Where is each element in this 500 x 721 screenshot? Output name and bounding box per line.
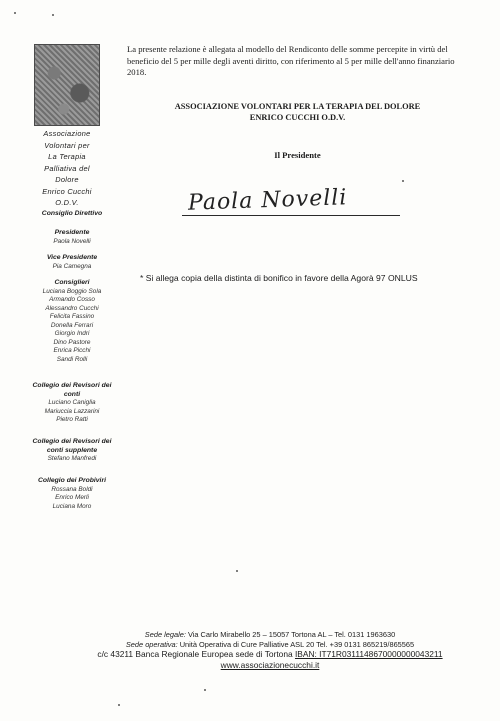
- member-name: Pia Camegna: [52, 262, 92, 270]
- member-name: Luciano Caniglia: [48, 399, 96, 406]
- operative-address: [60, 640, 480, 650]
- member-name: Enrico Merli: [55, 494, 89, 501]
- member-name: Alessandro Cucchi: [45, 304, 99, 312]
- handwritten-signature: Paola Novelli: [187, 185, 348, 216]
- probiviri-block: [28, 477, 116, 511]
- revisori-supplente-block: [28, 438, 116, 464]
- member-name: Donella Ferrari: [50, 321, 94, 329]
- member-name: Mariuccia Lazzarini: [44, 407, 100, 415]
- member-name: Dino Pastore: [53, 338, 91, 346]
- member-name: Armando Cosso: [49, 296, 95, 303]
- bank-account: c/c 43211 Banca Regionale Europea sede di Tortona: [97, 649, 293, 659]
- association-name-line: La Terapia: [48, 152, 86, 161]
- website-link[interactable]: www.associazionecucchi.it: [220, 660, 320, 670]
- section-title: Collegio dei Revisori dei conti supplente: [32, 438, 112, 454]
- member-name: Stefano Manfredi: [47, 455, 97, 462]
- section-title: Collegio dei Probiviri: [38, 477, 106, 484]
- operative-address-label: Sede operativa:: [125, 639, 178, 649]
- association-name-line: Palliativa del: [44, 163, 90, 173]
- member-name: Luciana Boggio Sola: [42, 287, 102, 295]
- association-logo: [34, 44, 100, 126]
- section-title: Consiglio Direttivo: [41, 210, 103, 217]
- member-name: Giorgio Indri: [54, 330, 90, 337]
- association-name-block: [28, 128, 106, 209]
- association-name-line: Associazione: [43, 129, 91, 138]
- section-title: Vice Presidente: [46, 254, 98, 261]
- revisori-block: [28, 382, 116, 425]
- consiglio-direttivo-heading: [28, 210, 116, 219]
- section-title: Consiglieri: [54, 279, 90, 286]
- association-header-line: ASSOCIAZIONE VOLONTARI PER LA TERAPIA DEL DOLORE: [174, 102, 421, 111]
- bank-iban: IBAN: IT71R0311148670000000043211: [294, 649, 443, 659]
- section-title: Presidente: [54, 229, 90, 236]
- operative-address-text: Unità Operativa di Cure Palliative ASL 20 Tel. +39 0131 865219/865565: [179, 639, 415, 649]
- member-name: Sandi Rolli: [56, 355, 88, 363]
- association-name-line: Volontari per: [44, 140, 90, 150]
- consiglieri-block: [28, 279, 116, 364]
- legal-address: [60, 630, 480, 640]
- bank-details: [60, 649, 480, 660]
- letterhead-footer: [60, 630, 480, 671]
- legal-address-text: Via Carlo Mirabello 25 – 15057 Tortona AL – Tel. 0131 1963630: [187, 630, 396, 639]
- legal-address-label: Sede legale:: [144, 630, 186, 639]
- association-name-line: Dolore: [55, 175, 79, 184]
- association-header-line: ENRICO CUCCHI O.D.V.: [249, 113, 346, 122]
- member-name: Paola Novelli: [53, 237, 91, 245]
- signature-line: [182, 215, 400, 216]
- attachment-note: * Si allega copia della distinta di bonifico in favore della Agorà 97 ONLUS: [140, 273, 418, 283]
- section-title: Collegio dei Revisori dei conti: [32, 382, 112, 398]
- member-name: Pietro Ratti: [56, 416, 88, 423]
- president-label: Il Presidente: [274, 150, 321, 160]
- intro-paragraph: La presente relazione è allegata al modello del Rendiconto delle somme percepite in virtù del beneficio del 5 per mille degli aventi diritto, con riferimento al 5 per mille dell'anno finanziario 2018.: [127, 44, 455, 77]
- member-name: Luciana Moro: [52, 502, 92, 510]
- member-name: Enrica Picchi: [53, 347, 91, 354]
- association-name-line: Enrico Cucchi: [42, 186, 92, 196]
- vice-presidente-block: [28, 254, 116, 271]
- presidente-block: [28, 229, 116, 246]
- association-name-line: O.D.V.: [55, 198, 79, 207]
- association-header: [140, 101, 455, 123]
- member-name: Rossana Boldi: [51, 485, 93, 493]
- member-name: Felicita Fassino: [49, 313, 95, 320]
